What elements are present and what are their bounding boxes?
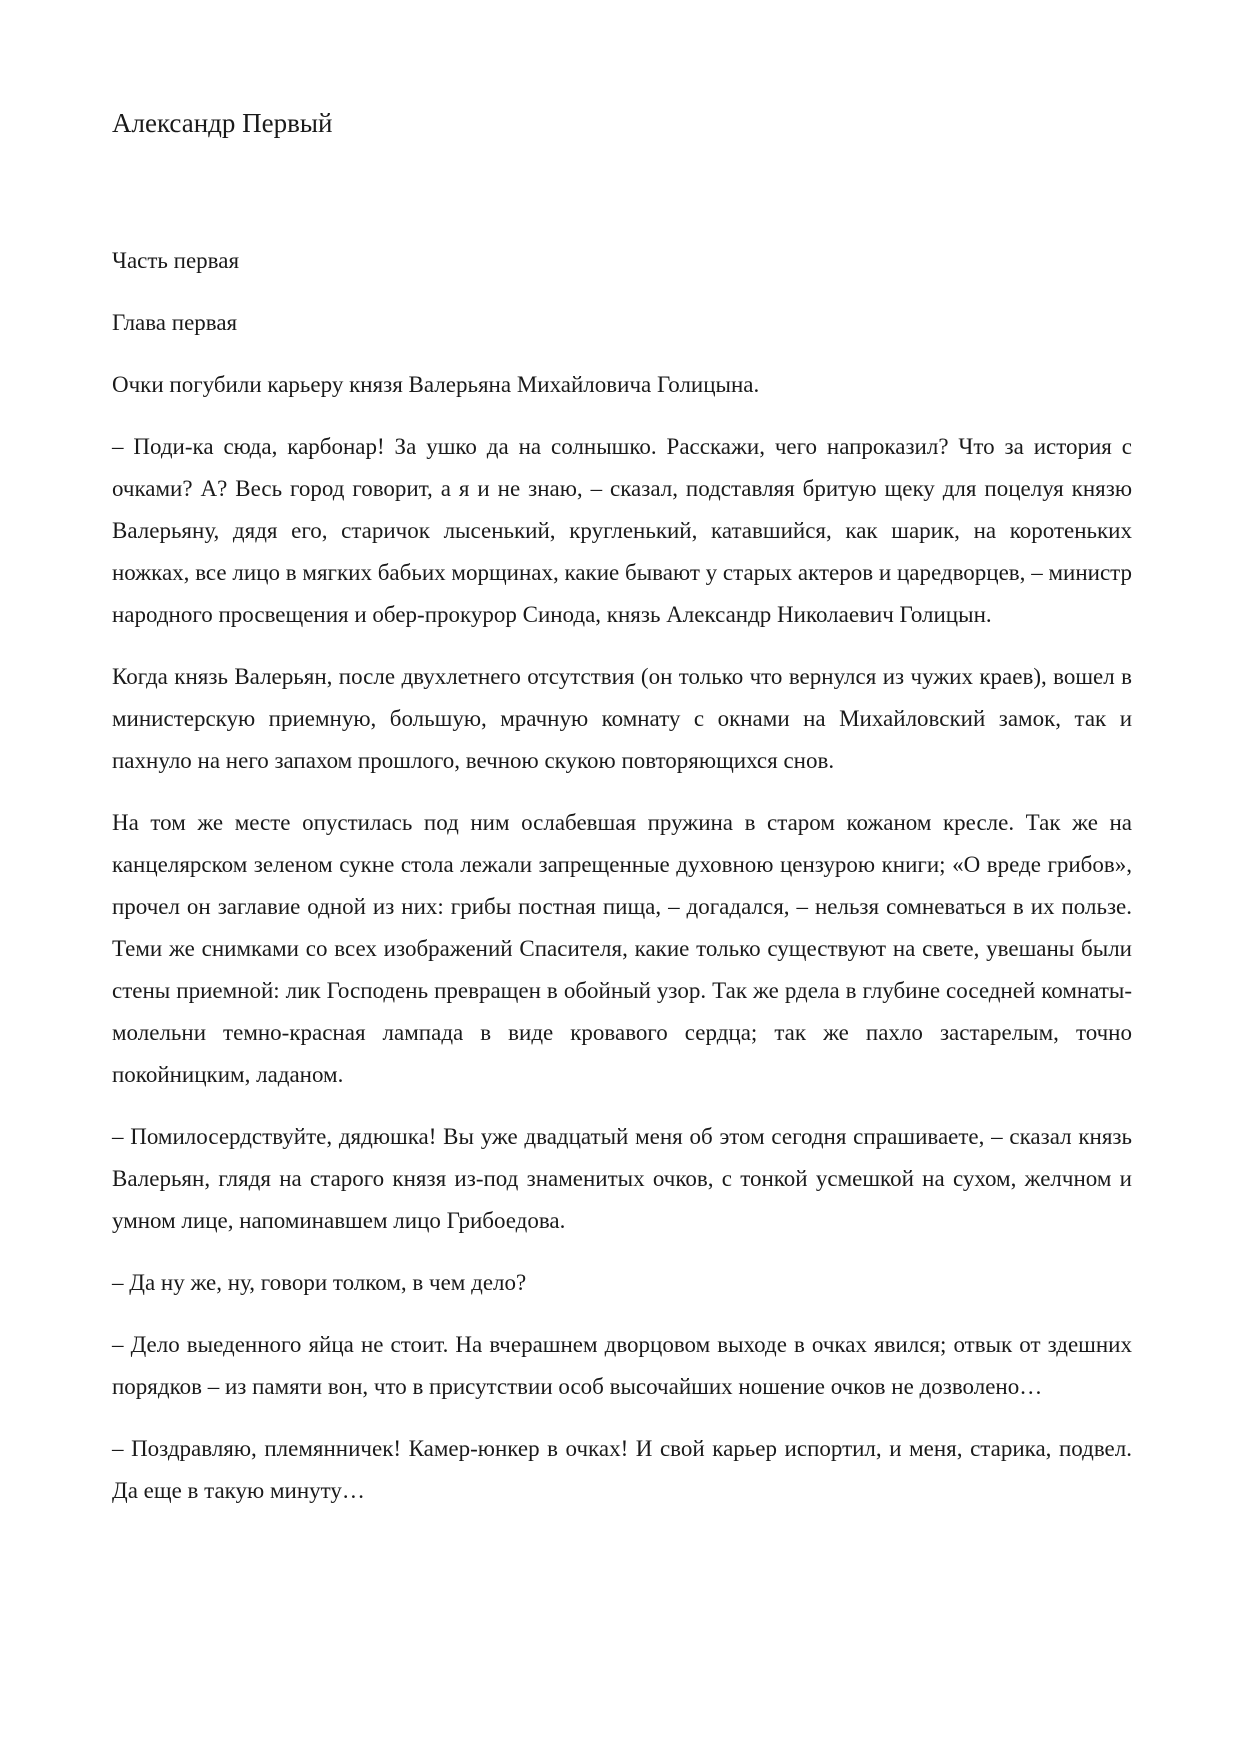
book-title: Александр Первый [112, 108, 333, 138]
paragraph: – Да ну же, ну, говори толком, в чем дело? [112, 1270, 527, 1295]
paragraph: – Поздравляю, племянничек! Камер-юнкер в очках! И свой карьер испортил, и меня, старика, подвел. Да еще в такую минуту… [112, 1436, 1132, 1503]
paragraph: На том же месте опустилась под ним ослабевшая пружина в старом кожаном кресле. Так же на канцелярском зеленом сукне стола лежали запрещенные духовною цензурою книги; «О вреде грибов», прочел он заглавие одной из них: грибы постная пища, – догадался, – нельзя сомневаться в их пользе. Теми же снимками со всех изображений Спасителя, какие только существуют на свете, увешаны были стены приемной: лик Господень превращен в обойный узор. Так же рдела в глубине соседней комнаты-молельни темно-красная лампада в виде кровавого сердца; так же пахло застарелым, точно покойницким, ладаном. [112, 810, 1132, 1087]
chapter-heading: Глава первая [112, 310, 238, 335]
paragraph: – Помилосердствуйте, дядюшка! Вы уже двадцатый меня об этом сегодня спрашиваете, – сказал князь Валерьян, глядя на старого князя из-под знаменитых очков, с тонкой усмешкой на сухом, желчном и умном лице, напоминавшем лицо Грибоедова. [112, 1124, 1132, 1233]
part-heading: Часть первая [112, 248, 240, 273]
paragraph: Когда князь Валерьян, после двухлетнего отсутствия (он только что вернулся из чужих краев), вошел в министерскую приемную, большую, мрачную комнату с окнами на Михайловский замок, так и пахнуло на него запахом прошлого, вечною скукою повторяющихся снов. [112, 664, 1132, 773]
paragraph: – Поди-ка сюда, карбонар! За ушко да на солнышко. Расскажи, чего напроказил? Что за история с очками? А? Весь город говорит, а я и не знаю, – сказал, подставляя бритую щеку для поцелуя князю Валерьяну, дядя его, старичок лысенький, кругленький, катавшийся, как шарик, на коротеньких ножках, все лицо в мягких бабьих морщинах, какие бывают у старых актеров и царедворцев, – министр народного просвещения и обер-прокурор Синода, князь Александр Николаевич Голицын. [112, 434, 1132, 627]
paragraph: Очки погубили карьеру князя Валерьяна Михайловича Голицына. [112, 372, 760, 397]
paragraph: – Дело выеденного яйца не стоит. На вчерашнем дворцовом выходе в очках явился; отвык от здешних порядков – из памяти вон, что в присутствии особ высочайших ношение очков не дозволено… [112, 1332, 1132, 1399]
document-body [112, 240, 1132, 1532]
